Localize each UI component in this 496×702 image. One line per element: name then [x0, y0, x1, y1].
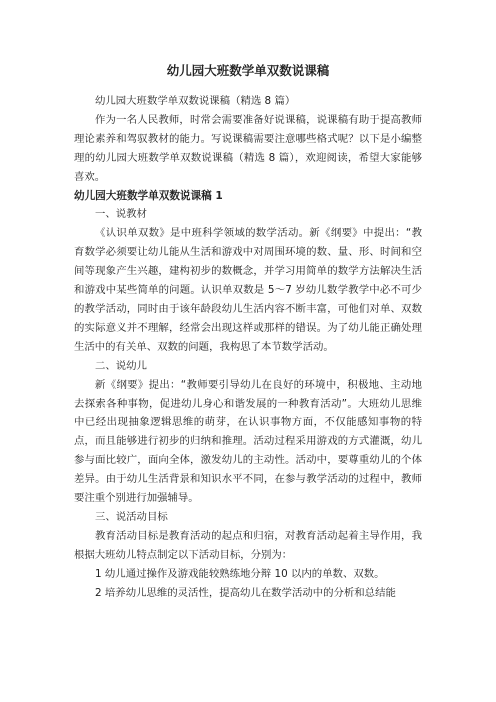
section-heading: 幼儿园大班数学单双数说课稿 1 — [74, 189, 223, 202]
objective-item-1: 1 幼儿通过操作及游戏能较熟练地分辩 10 以内的单数、双数。 — [95, 567, 385, 580]
heading-objectives: 三、说活动目标 — [95, 510, 168, 523]
paragraph-teaching-material: 《认识单双数》是中班科学领域的数学活动。新《纲要》中提出：“教育数学必须要让幼儿能从生活和游戏中对周围环境的数、量、形、时间和空间等现象产生兴趣，建构初步的数概念，并学习用简单的数学方法解决生活和游戏中某些简单的问题。认识单双数是 5～7 岁幼儿数学教学中必不可少的教学活动，同时由于该年龄段幼儿生活内容不断丰富，可他们对单、双数的实际意义并不理解，经常会出现这样或那样的错误。为了幼儿能正确处理生活中的有关单、双数的问题，我构思了本节数学活动。 — [74, 227, 422, 353]
objective-item-2: 2 培养幼儿思维的灵活性，提高幼儿在数学活动中的分析和总结能 — [95, 586, 396, 599]
paragraph-children: 新《纲要》提出：“教师要引导幼儿在良好的环境中，积极地、主动地去探索各种事物，促进幼儿身心和谐发展的一种教育活动”。大班幼儿思维中已经出现抽象逻辑思维的萌芽，在认识事物方面，不仅能感知事物的特点，而且能够进行初步的归纳和推理。活动过程采用游戏的方式灌溉，幼儿参与面比较广，面向全体，激发幼儿的主动性。活动中，要尊重幼儿的个体差异。由于幼儿生活背景和知识水平不同，在参与教学活动的过程中，教师要注重个别进行加强辅导。 — [74, 378, 422, 505]
document-title: 幼儿园大班数学单双数说课稿 — [166, 63, 330, 78]
intro-paragraph: 作为一名人民教师，时常会需要准备好说课稿，说课稿有助于提高教师理论素养和驾驭教材的能力。写说课稿需要注意哪些格式呢？以下是小编整理的幼儿园大班数学单双数说课稿（精选 8 篇），欢迎阅读，希望大家能够喜欢。 — [74, 113, 422, 183]
heading-teaching-material: 一、说教材 — [95, 208, 147, 221]
intro-subtitle: 幼儿园大班数学单双数说课稿（精选 8 篇） — [95, 95, 296, 107]
paragraph-objectives: 教育活动目标是教育活动的起点和归宿，对教育活动起着主导作用，我根据大班幼儿特点制定以下活动目标，分别为： — [74, 529, 422, 561]
heading-children: 二、说幼儿 — [95, 359, 147, 372]
